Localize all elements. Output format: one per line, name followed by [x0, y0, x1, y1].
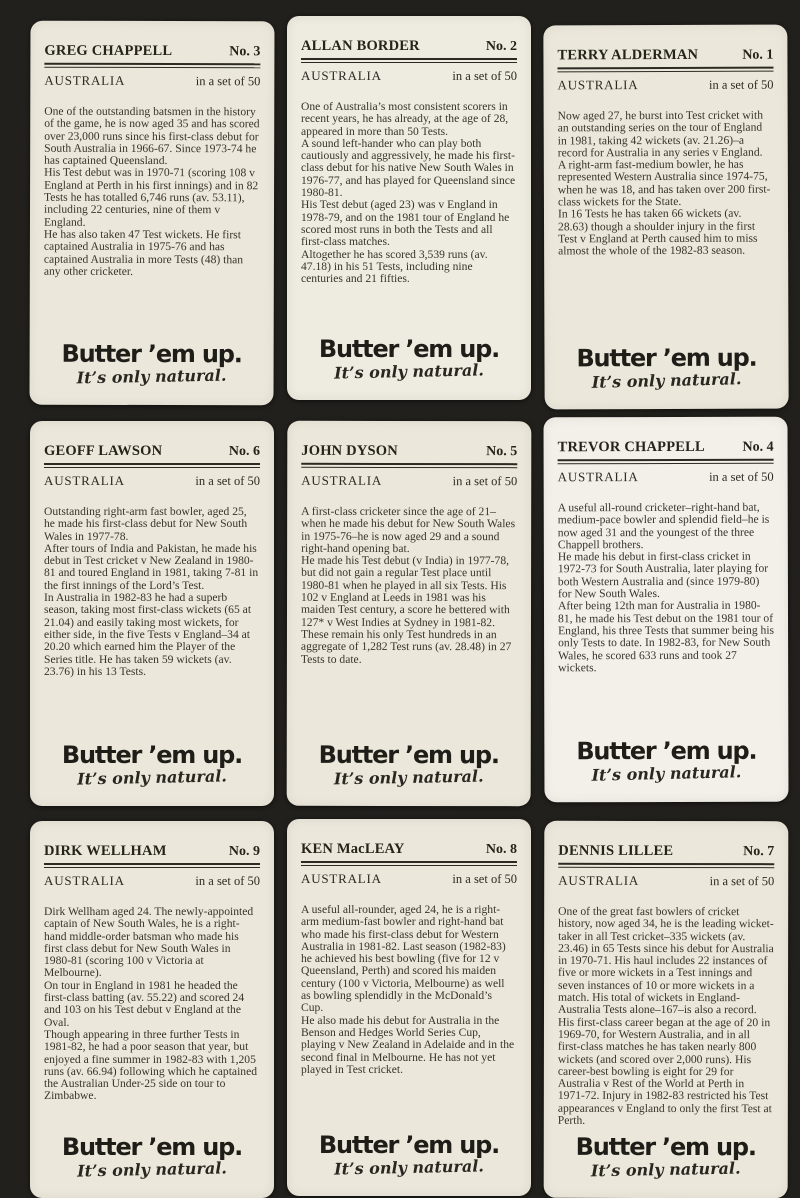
header-rule-thin — [44, 467, 260, 468]
body-paragraph: He made his Test debut (v India) in 1977-78, but did not gain a regular Test place until 1980-81 when he played in all six Tests. His 102 v England at Leeds in 1981 was his maiden Test century, a score he bettered with 127* v West Indies at Sydney in 1981-82. — [300, 553, 510, 629]
brand-block — [44, 1135, 260, 1188]
header-rule-thin — [558, 463, 774, 465]
brand-block — [558, 1132, 774, 1188]
country-row — [44, 473, 260, 489]
brand-tagline: It’s only natural. — [333, 766, 484, 789]
body-paragraph: In 16 Tests he has taken 66 wickets (av. 28.63) though a shoulder injury in the first Test v England at Perth caused him to miss almost the whole of the 1982-83 season. — [557, 207, 758, 258]
body-paragraph: One of the great fast bowlers of cricket history, now aged 34, he is the leading wicket-taker in all Test cricket–335 wickets (av. 23.46) in 65 Tests since his debut for Australia in 1970-71. His haul includes 22 instances of five or more wickets in a Test innings and seven instances of 10 or more wickets in a match. His total of wickets in England-Australia Tests alone–167–is also a record. His first-class career began at the age of 20 in 1969-70, for Western Australia, and in all first-class matches he has taken nearly 800 wickets (and scored over 2,000 runs). His career-best bowling is eight for 29 for Australia v Rest of the World at Perth in 1971-72. Injury in 1982-83 restricted his Test appearances v England to only the first Test at Perth. — [557, 904, 774, 1127]
header-rule-thin — [557, 71, 773, 73]
country-row — [301, 473, 517, 489]
player-name: GEOFF LAWSON — [44, 443, 163, 459]
body-paragraph: One of the outstanding batsmen in the history of the game, he is now aged 35 and has scored over 23,000 runs since his first-class debut for South Australia in 1966-67. Since 1973-74 he has captained Queensland. — [44, 104, 260, 168]
card-number: No. 3 — [229, 44, 261, 60]
header-rule-thick — [301, 463, 517, 465]
brand-logo: Butter ’em up. — [576, 343, 757, 373]
country-row — [558, 77, 774, 94]
trading-card — [543, 417, 788, 803]
country-label: AUSTRALIA — [301, 871, 382, 886]
trading-card — [287, 16, 531, 400]
body-paragraph: After being 12th man for Australia in 1980-81, he made his Test debut on the 1981 tour of England, his three Tests that summer being his only Tests to date. In 1982-83, for New South Wales, he scored 633 runs and took 27 wickets. — [557, 599, 775, 675]
body-paragraph: His Test debut (aged 23) was v England in 1978-79, and on the 1981 tour of England he scored most runs in both the Tests and all first-class matches. — [301, 198, 510, 249]
body-paragraph: After tours of India and Pakistan, he made his debut in Test cricket v New Zealand in 1980-81 and toured England in 1981, taking 7-81 in the first innings of the Lord’s Test. — [44, 541, 259, 592]
card-body — [44, 506, 260, 678]
brand-block — [301, 740, 517, 796]
card-number: No. 5 — [486, 444, 518, 460]
country-label: AUSTRALIA — [558, 872, 640, 888]
trading-card — [30, 821, 274, 1198]
brand-tagline: It’s only natural. — [76, 766, 228, 789]
body-paragraph: A useful all-rounder, aged 24, he is a right-arm medium-fast bowler and right-hand bat who made his first-class debut for Western Australia in 1981-82. Last season (1982-83) he achieved his best bowling (five for 12 v Queensland, Perth) and scored his maiden century (100 v Victoria, Melbourne) as well as bowling splendidly in the McDonald’s Cup. — [301, 903, 506, 1015]
body-paragraph: He has also taken 47 Test wickets. He first captained Australia in 1975-76 and has captained Australia in more Tests (48) than any other cricketer. — [43, 227, 244, 278]
card-header — [557, 47, 773, 65]
header-rule-thick — [558, 459, 774, 462]
header-rule-thin — [301, 62, 517, 63]
body-paragraph: A useful all-round cricketer–right-hand bat, medium-pace bowler and splendid field–he is now aged 31 and the youngest of the three Chappell brothers. — [557, 500, 770, 552]
country-label: AUSTRALIA — [44, 873, 125, 888]
body-paragraph: A right-arm fast-medium bowler, he has represented Western Australia since 1974-75, when he was 18, and has taken over 200 first-class wickets for the State. — [557, 157, 771, 209]
trading-card — [30, 421, 274, 806]
card-body — [301, 506, 517, 666]
player-name: DENNIS LILLEE — [558, 842, 674, 860]
brand-tagline: It’s only natural. — [591, 369, 742, 392]
header-rule-thin — [44, 67, 260, 69]
body-paragraph: Outstanding right-arm fast bowler, aged 25, he made his first-class debut for New South Wales in 1977-78. — [44, 505, 248, 543]
set-count-label: in a set of 50 — [452, 872, 517, 886]
player-name: ALLAN BORDER — [301, 38, 420, 54]
header-rule-thin — [301, 865, 517, 866]
brand-logo: Butter ’em up. — [318, 1131, 500, 1159]
body-paragraph: A first-class cricketer since the age of 21–when he made his debut for New South Wales in 1975-76–he is now aged 29 and a sound right-hand opening bat. — [301, 504, 516, 555]
body-paragraph: Though appearing in three further Tests in 1981-82, he had a poor season that year, but enjoyed a fine summer in 1982-83 with 1,205 runs (av. 66.94) following which he captained the Australian Under-25 side on tour to Zimbabwe. — [44, 1027, 258, 1103]
country-row — [44, 73, 260, 90]
header-rule-thick — [44, 463, 260, 465]
player-name: TERRY ALDERMAN — [557, 46, 699, 64]
brand-logo: Butter ’em up. — [61, 1133, 243, 1161]
card-body — [558, 502, 774, 675]
body-paragraph: He made his debut in first-class cricket in 1972-73 for South Australia, later playing for both Western Australia and (since 1979-80) for New South Wales. — [557, 549, 769, 601]
card-number: No. 8 — [485, 842, 517, 857]
header-rule-thin — [558, 867, 774, 868]
player-name: TREVOR CHAPPELL — [557, 438, 705, 456]
brand-tagline: It’s only natural. — [76, 365, 227, 388]
header-rule-thick — [301, 58, 517, 60]
card-number: No. 1 — [742, 47, 774, 63]
body-paragraph: One of Australia’s most consistent scorers in recent years, he has already, at the age of 28, appeared in more than 50 Tests. — [301, 100, 509, 138]
brand-logo: Butter ’em up. — [575, 1132, 756, 1162]
card-number: No. 9 — [228, 844, 260, 859]
header-rule-thin — [44, 867, 260, 868]
body-paragraph: He also made his debut for Australia in the Benson and Hedges World Series Cup, playing v New Zealand in Adelaide and in the second final in Melbourne. He has not yet played in Test cricket. — [301, 1013, 515, 1076]
trading-card — [29, 21, 274, 406]
trading-card — [544, 821, 789, 1198]
card-body — [558, 110, 775, 258]
card-header — [301, 841, 517, 858]
player-name: JOHN DYSON — [301, 442, 398, 459]
card-body — [301, 904, 517, 1076]
body-paragraph: Dirk Wellham aged 24. The newly-appointed captain of New South Wales, he is a right-hand middle-order batsman who made his first class debut for New South Wales in 1980-81 (scoring 100 v Victoria at Melbourne). — [44, 905, 254, 980]
header-rule-thick — [44, 863, 260, 865]
country-row — [558, 873, 774, 889]
trading-card — [543, 25, 788, 410]
brand-logo: Butter ’em up. — [318, 740, 499, 770]
card-number: No. 6 — [228, 444, 260, 459]
country-row — [44, 873, 260, 889]
brand-block — [558, 343, 774, 400]
player-name: KEN MacLEAY — [301, 841, 405, 857]
body-paragraph: On tour in England in 1981 he headed the first-class batting (av. 55.22) and scored 24 and 103 on his Test debut v England at the Oval. — [44, 978, 245, 1029]
brand-tagline: It’s only natural. — [591, 762, 742, 785]
brand-tagline: It’s only natural. — [333, 360, 485, 383]
player-name: DIRK WELLHAM — [44, 843, 167, 859]
set-count-label: in a set of 50 — [708, 77, 774, 92]
card-body — [558, 906, 774, 1128]
set-count-label: in a set of 50 — [195, 474, 260, 488]
set-count-label: in a set of 50 — [452, 69, 517, 83]
brand-block — [558, 736, 774, 793]
brand-tagline: It’s only natural. — [333, 1156, 485, 1179]
country-row — [558, 469, 774, 486]
body-paragraph: A sound left-hander who can play both cautiously and aggressively, he made his first-class debut for his native New South Wales in 1976-77, and has played for Queensland since 1980-81. — [301, 136, 516, 200]
set-count-label: in a set of 50 — [452, 474, 518, 489]
set-count-label: in a set of 50 — [709, 469, 774, 484]
brand-block — [44, 743, 260, 796]
brand-tagline: It’s only natural. — [590, 1158, 741, 1181]
country-label: AUSTRALIA — [301, 472, 383, 488]
card-header — [44, 843, 260, 860]
card-header — [44, 43, 260, 61]
set-count-label: in a set of 50 — [195, 74, 261, 89]
body-paragraph: Altogether he has scored 3,539 runs (av. 47.18) in his 51 Tests, including nine centuries and 21 fifties. — [301, 247, 488, 286]
card-number: No. 4 — [742, 439, 774, 455]
body-paragraph: In Australia in 1982-83 he had a superb season, taking most first-class wickets (65 at 21.04) and easily taking most wickets, for either side, in the five Tests v England–34 at 20.20 which earned him the Player of the Series title. He has taken 59 wickets (av. 23.76) in his 13 Tests. — [44, 591, 252, 678]
card-header — [44, 443, 260, 460]
card-header — [301, 443, 517, 460]
brand-block — [44, 339, 260, 396]
country-label: AUSTRALIA — [44, 473, 125, 488]
brand-block — [301, 337, 517, 390]
card-body — [44, 906, 260, 1103]
country-label: AUSTRALIA — [557, 469, 639, 485]
card-header — [301, 38, 517, 55]
header-rule-thin — [301, 467, 517, 468]
trading-card — [287, 819, 531, 1196]
brand-logo: Butter ’em up. — [61, 741, 243, 769]
brand-logo: Butter ’em up. — [61, 339, 242, 369]
header-rule-thick — [558, 863, 774, 865]
header-rule-thick — [301, 861, 517, 863]
card-header — [558, 439, 774, 457]
country-row — [301, 871, 517, 887]
card-number: No. 2 — [485, 39, 517, 54]
card-body — [44, 106, 260, 279]
player-name: GREG CHAPPELL — [44, 42, 173, 60]
card-number: No. 7 — [743, 844, 775, 860]
body-paragraph: Now aged 27, he burst into Test cricket with an outstanding series on the tour of England in 1981, taking 42 wickets (av. 21.26)–a record for Australia in any series v England. — [557, 108, 764, 160]
set-count-label: in a set of 50 — [709, 874, 775, 889]
set-count-label: in a set of 50 — [195, 874, 260, 888]
body-paragraph: His Test debut was in 1970-71 (scoring 108 v England at Perth in his first innings) and in 82 Tests he has totalled 6,746 runs (av. 53.11), including 22 centuries, nine of them v England. — [43, 166, 259, 229]
brand-logo: Butter ’em up. — [576, 736, 757, 766]
country-label: AUSTRALIA — [301, 68, 382, 83]
country-label: AUSTRALIA — [44, 72, 126, 88]
card-body — [301, 101, 517, 285]
brand-block — [301, 1133, 517, 1186]
country-row — [301, 68, 517, 84]
brand-logo: Butter ’em up. — [318, 335, 500, 363]
header-rule-thick — [557, 67, 773, 70]
card-header — [558, 843, 774, 860]
brand-tagline: It’s only natural. — [76, 1158, 228, 1181]
country-label: AUSTRALIA — [557, 77, 639, 93]
trading-card — [287, 421, 532, 806]
header-rule-thick — [44, 63, 260, 66]
body-paragraph: These remain his only Test hundreds in an aggregate of 1,282 Test runs (av. 28.48) in 27 Tests to date. — [300, 627, 512, 666]
